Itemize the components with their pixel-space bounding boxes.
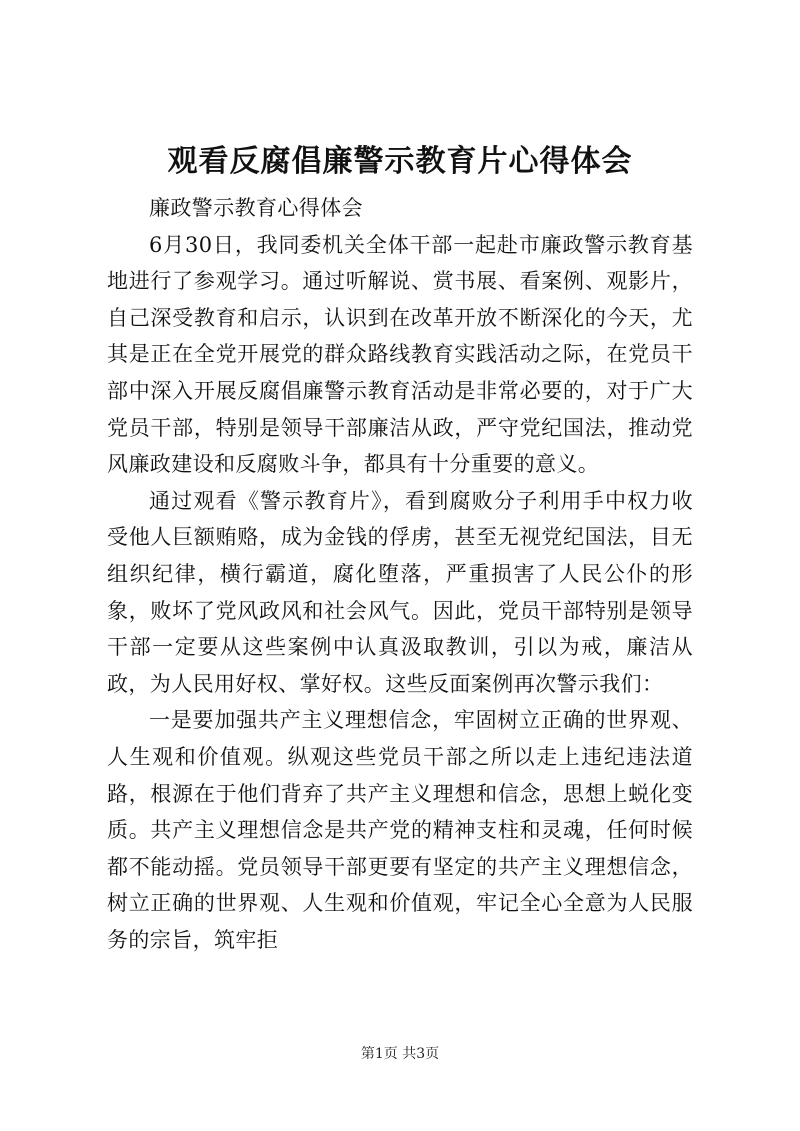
page-footer: 第1页 共3页 [360,1046,440,1062]
subtitle-paragraph: 廉政警示教育心得体会 [149,196,363,220]
document-title: 观看反腐倡廉警示教育片心得体会 [167,144,633,179]
body-paragraph: 6月30日，我同委机关全体干部一起赴市廉政警示教育基地进行了参观学习。通过听解说、赏书展、看案例、观影片，自己深受教育和启示，认识到在改革开放不断深化的今天，尤其是正在全党开展党的群众路线教育实践活动之际，在党员干部中深入开展反腐倡廉警示教育活动是非常必要的，对于广大党员干部，特别是领导干部廉洁从政，严守党纪国法，推动党风廉政建设和反腐败斗争，都具有十分重要的意义。 [107,232,693,477]
body-paragraph: 通过观看《警示教育片》，看到腐败分子利用手中权力收受他人巨额贿赂，成为金钱的俘虏，甚至无视党纪国法，目无组织纪律，横行霸道，腐化堕落，严重损害了人民公仆的形象，败坏了党风政风和社会风气。因此，党员干部特别是领导干部一定要从这些案例中认真汲取教训，引以为戒，廉洁从政，为人民用好权、掌好权。这些反面案例再次警示我们： [107,488,693,696]
body-paragraph: 一是要加强共产主义理想信念，牢固树立正确的世界观、人生观和价值观。纵观这些党员干部之所以走上违纪违法道路，根源在于他们背弃了共产主义理想和信念，思想上蜕化变质。共产主义理想信念是共产党的精神支柱和灵魂，任何时候都不能动摇。党员领导干部更要有坚定的共产主义理想信念，树立正确的世界观、人生观和价值观，牢记全心全意为人民服务的宗旨，筑牢拒 [107,708,693,952]
document-body [107,190,693,958]
